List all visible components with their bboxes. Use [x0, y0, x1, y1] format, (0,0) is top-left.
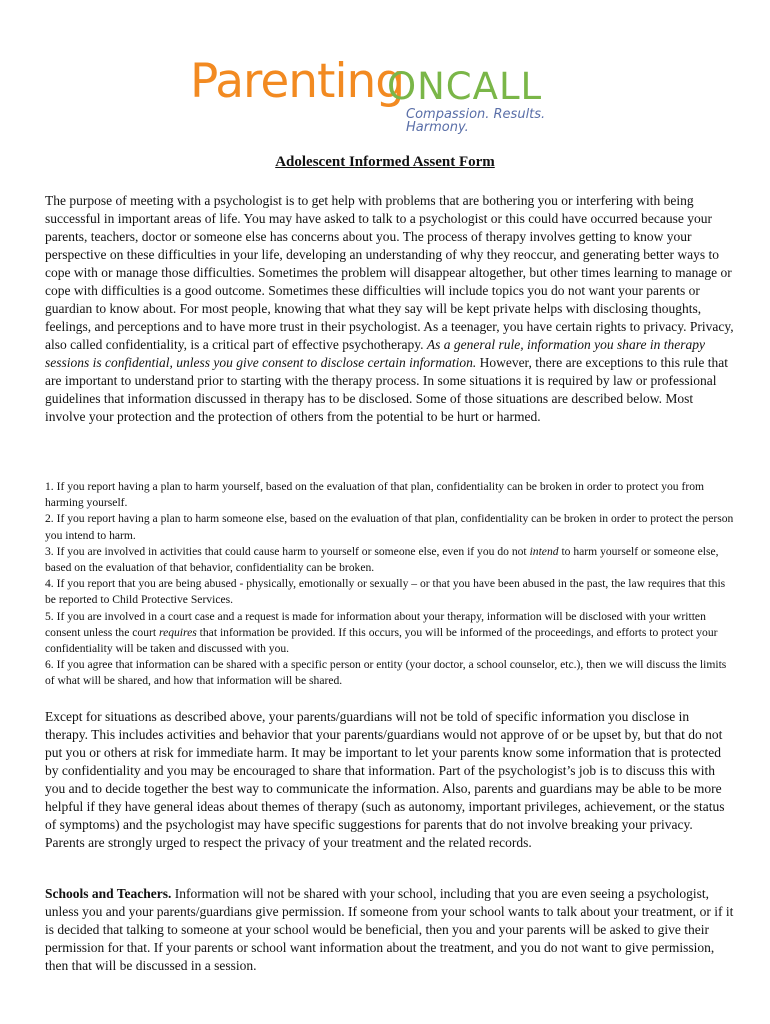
- list-item-4-text: 4. If you report that you are being abused - physically, emotionally or sexually – or that you have been abused in the past, the law requires that this be reported to Child Protective Services.: [45, 577, 726, 607]
- list-item-3-text-a: 3. If you are involved in activities that could cause harm to yourself or someone else, even if you do not: [45, 544, 530, 558]
- list-item: [45, 544, 735, 576]
- list-item-3-text-b: to harm yourself or someone else, based on the evaluation of that behavior, confidentiality can be broken.: [45, 544, 719, 575]
- intro-text-b: However, there are exceptions to this rule that are important to understand prior to starting with the therapy process. In some situations it is required by law or professional guidelines that information discussed in therapy has to be disclosed. Some of those situations are described below. Most involve your protection and the protection of others from the potential to be hurt or harmed.: [45, 355, 728, 424]
- schools-heading: Schools and Teachers.: [45, 886, 172, 901]
- intro-paragraph: [45, 192, 735, 426]
- parents-paragraph: Except for situations as described above, your parents/guardians will not be told of specific information you disclose in therapy. This includes activities and behavior that your parents/guardians would not approve of or be upset by, but that do not put you or others at risk for immediate harm. It may be important to let your parents know some information that is protected by confidentiality and you may be encouraged to share that information. Part of the psychologist’s job is to discuss this with you and to decide together the best way to communicate the information. Also, parents and guardians may be able to be more helpful if they have general ideas about themes of therapy (such as autonomy, important privileges, achievement, or the status of symptoms) and the psychologist may have specific suggestions for parents that do not involve breaking your privacy. Parents are strongly urged to respect the privacy of your treatment and the related records.: [45, 709, 725, 850]
- list-item-6-text: 6. If you agree that information can be shared with a specific person or entity (your doctor, a school counselor, etc.), then we will discuss the limits of what will be shared, and how that information will be shared.: [45, 658, 727, 688]
- document-title: Adolescent Informed Assent Form: [275, 154, 495, 170]
- list-item-5-text-b: that information be provided. If this occurs, you will be informed of the proceedings, and efforts to protect your confidentiality will be taken and discussed with you.: [45, 625, 718, 656]
- list-item: [45, 511, 735, 543]
- list-item-5-italic: requires: [158, 625, 197, 639]
- logo-parenting-text: Parenting: [190, 54, 405, 109]
- schools-paragraph: [45, 885, 735, 975]
- schools-text: Information will not be shared with your school, including that you are even seeing a psychologist, unless you and your parents/guardians give permission. If someone from your school wants to talk about your treatment, or if it is decided that talking to someone at your school would be beneficial, then you and your parents will be asked to give their permission for that. If your parents or school want information about the treatment, and you do not want to give permission, then that will be discussed in a session.: [45, 886, 734, 973]
- logo-tagline: Compassion. Results. Harmony.: [406, 107, 546, 135]
- logo-oncall-text: ONCALL: [387, 65, 543, 108]
- list-item-3-italic: intend: [529, 544, 559, 558]
- list-item: [45, 576, 735, 608]
- list-item: [45, 479, 735, 511]
- intro-text-italic: As a general rule, information you share in therapy sessions is confidential, unless you give consent to disclose certain information.: [45, 337, 705, 370]
- list-item: [45, 657, 735, 689]
- list-item-1-text: 1. If you report having a plan to harm yourself, based on the evaluation of that plan, confidentiality can be broken in order to protect you from harming yourself.: [45, 480, 705, 510]
- list-item-5-text-a: 5. If you are involved in a court case and a request is made for information about your therapy, information will be disclosed with your written consent unless the court: [45, 609, 706, 639]
- intro-text-a: The purpose of meeting with a psychologist is to get help with problems that are bothering you or interfering with being successful in important areas of life. You may have asked to talk to a psychologist or this could have occurred because your parents, teachers, doctor or someone else has concerns about you. The process of therapy involves getting to know your perspective on these difficulties in your life, developing an understanding of why they reoccur, and generating better ways to cope with or manage those difficulties. Sometimes the problem will disappear altogether, but other times learning to manage or cope with difficulties is a good outcome. Sometimes these difficulties will include topics you do not want your parents or guardian to know about. For most people, knowing that what they say will be kept private helps with disclosing thoughts, feelings, and perceptions and to have more trust in their psychologist. As a teenager, you have certain rights to privacy. Privacy, also called confidentiality, is a critical part of effective psychotherapy.: [45, 193, 734, 352]
- list-item: [45, 609, 735, 658]
- list-item-2-text: 2. If you report having a plan to harm someone else, based on the evaluation of that plan, confidentiality can be broken in order to protect the person you intend to harm.: [45, 512, 734, 542]
- exceptions-list: [45, 479, 735, 690]
- parenting-on-call-logo: [190, 54, 590, 135]
